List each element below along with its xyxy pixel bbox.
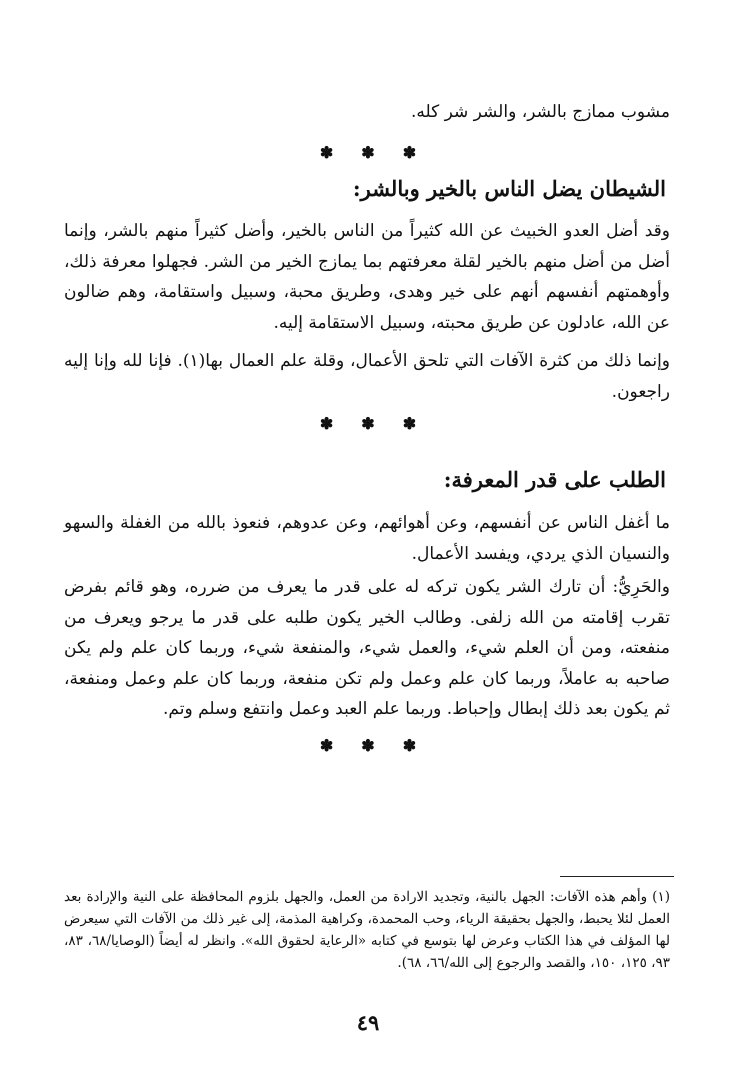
opening-line: مشوب ممازج بالشر، والشر شر كله. (410, 102, 670, 122)
paragraph: وقد أضل العدو الخبيث عن الله كثيراً من الناس بالخير، وأضل كثيراً منهم بالشر، وإنما أضل من أضل منهم بالخير لقلة معرفتهم بما يمازج الخير من الشر. فجهلوا معرفة ذلك، وأوهمتهم أنفسهم أنهم على خير وهدى، وطريق محبة، وسبيل واستقامة، وهم ضالون عن الله، عادلون عن طريق محبته، وسبيل الاستقامة إليه. (64, 221, 670, 333)
section-heading: الشيطان يضل الناس بالخير وبالشر: (352, 176, 666, 201)
footnote: (١) وأهم هذه الآفات: الجهل بالنية، وتجديد الارادة من العمل، والجهل بلزوم المحافظة على النية والإرادة بعد العمل لئلا يحبط، والجهل بحقيقة الرياء، وحب المحمدة، وكراهية المذمة، إلى غير ذلك من الآفات التي سيعرض لها المؤلف في هذا الكتاب وعرض لها بتوسع في كتابه «الرعاية لحقوق الله». وانظر له أيضاً (الوصايا/٦٨، ٨٣، ٩٣، ١٢٥، ١٥٠، والقصد والرجوع إلى الله/٦٦، ٦٨). (64, 889, 670, 971)
asterisk-icon: ✽ (402, 143, 417, 162)
asterisk-icon: ✽ (319, 736, 334, 755)
paragraph: وإنما ذلك من كثرة الآفات التي تلحق الأعمال، وقلة علم العمال بها(١). فإنا لله وإنا إليه راجعون. (64, 351, 671, 402)
asterisk-icon: ✽ (361, 143, 375, 162)
page-number: ٤٩ (356, 1010, 380, 1035)
asterisk-icon: ✽ (361, 414, 375, 433)
asterisk-icon: ✽ (319, 143, 334, 162)
asterisk-icon: ✽ (361, 736, 375, 755)
footnote-divider (560, 876, 674, 877)
section-heading: الطلب على قدر المعرفة: (443, 467, 666, 492)
asterisk-icon: ✽ (319, 414, 334, 433)
section-separator (0, 736, 736, 755)
asterisk-icon: ✽ (402, 414, 417, 433)
asterisk-icon: ✽ (402, 736, 417, 755)
section-separator (0, 414, 736, 433)
section-separator (0, 143, 736, 162)
paragraph: ما أغفل الناس عن أنفسهم، وعن أهوائهم، وعن عدوهم، فنعوذ بالله من الغفلة والسهو والنسيان الذي يردي، ويفسد الأعمال. (64, 513, 670, 564)
paragraph: والحَرِيُّ: أن تارك الشر يكون تركه له على قدر ما يعرف من ضرره، وهو قائم بفرض تقرب إقامته من الله زلفى. وطالب الخير يكون طلبه على قدر ما يرجو ويعرف من منفعته، ومن أن العلم شيء، والعمل شيء، والمنفعة شيء، وربما كان علم ولم يكن صاحبه به عاملاً، وربما كان علم وعمل ولم تكن منفعة، وربما كان علم وعمل ومنفعة، ثم يكون بعد ذلك إبطال وإحباط. وربما علم العبد وعمل وانتفع وسلم وتم. (64, 577, 670, 719)
